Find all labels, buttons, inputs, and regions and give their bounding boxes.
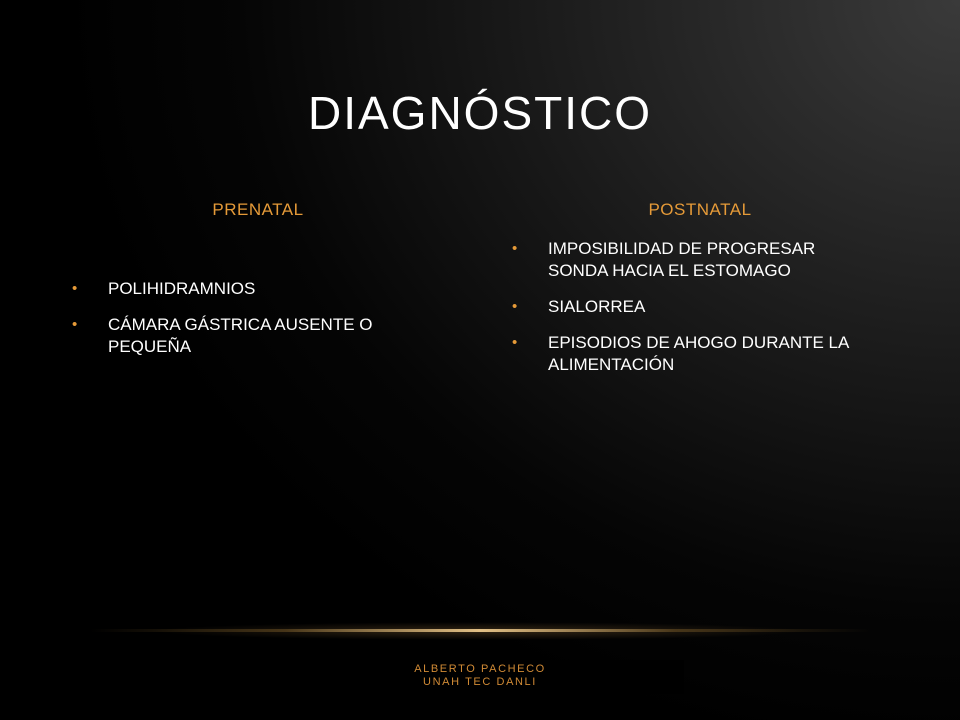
footer-author: ALBERTO PACHECO	[414, 663, 546, 675]
divider-line	[90, 629, 870, 632]
bullet-dot-icon: •	[512, 298, 518, 315]
list-item	[512, 296, 852, 318]
bullet-dot-icon: •	[512, 334, 518, 351]
list-item	[72, 314, 432, 358]
footer-institution: UNAH TEC DANLI	[423, 676, 537, 688]
slide-title: DIAGNÓSTICO	[307, 87, 653, 139]
list-item-text: POLIHIDRAMNIOS	[108, 279, 256, 298]
postnatal-header: POSTNATAL	[648, 200, 752, 219]
footer-box	[276, 660, 684, 694]
list-item-text: IMPOSIBILIDAD DE PROGRESAR SONDA HACIA EL ESTOMAGO	[548, 239, 816, 280]
prenatal-header: PRENATAL	[212, 200, 304, 219]
postnatal-list	[512, 238, 852, 390]
bullet-dot-icon: •	[512, 240, 518, 257]
list-item-text: EPISODIOS DE AHOGO DURANTE LA ALIMENTACIÓN	[548, 333, 849, 374]
list-item	[72, 278, 432, 300]
list-item-text: SIALORREA	[548, 297, 646, 316]
list-item	[512, 332, 852, 376]
bullet-dot-icon: •	[72, 280, 78, 297]
list-item	[512, 238, 852, 282]
prenatal-list	[72, 278, 432, 372]
bullet-dot-icon: •	[72, 316, 78, 333]
list-item-text: CÁMARA GÁSTRICA AUSENTE O PEQUEÑA	[108, 315, 373, 356]
